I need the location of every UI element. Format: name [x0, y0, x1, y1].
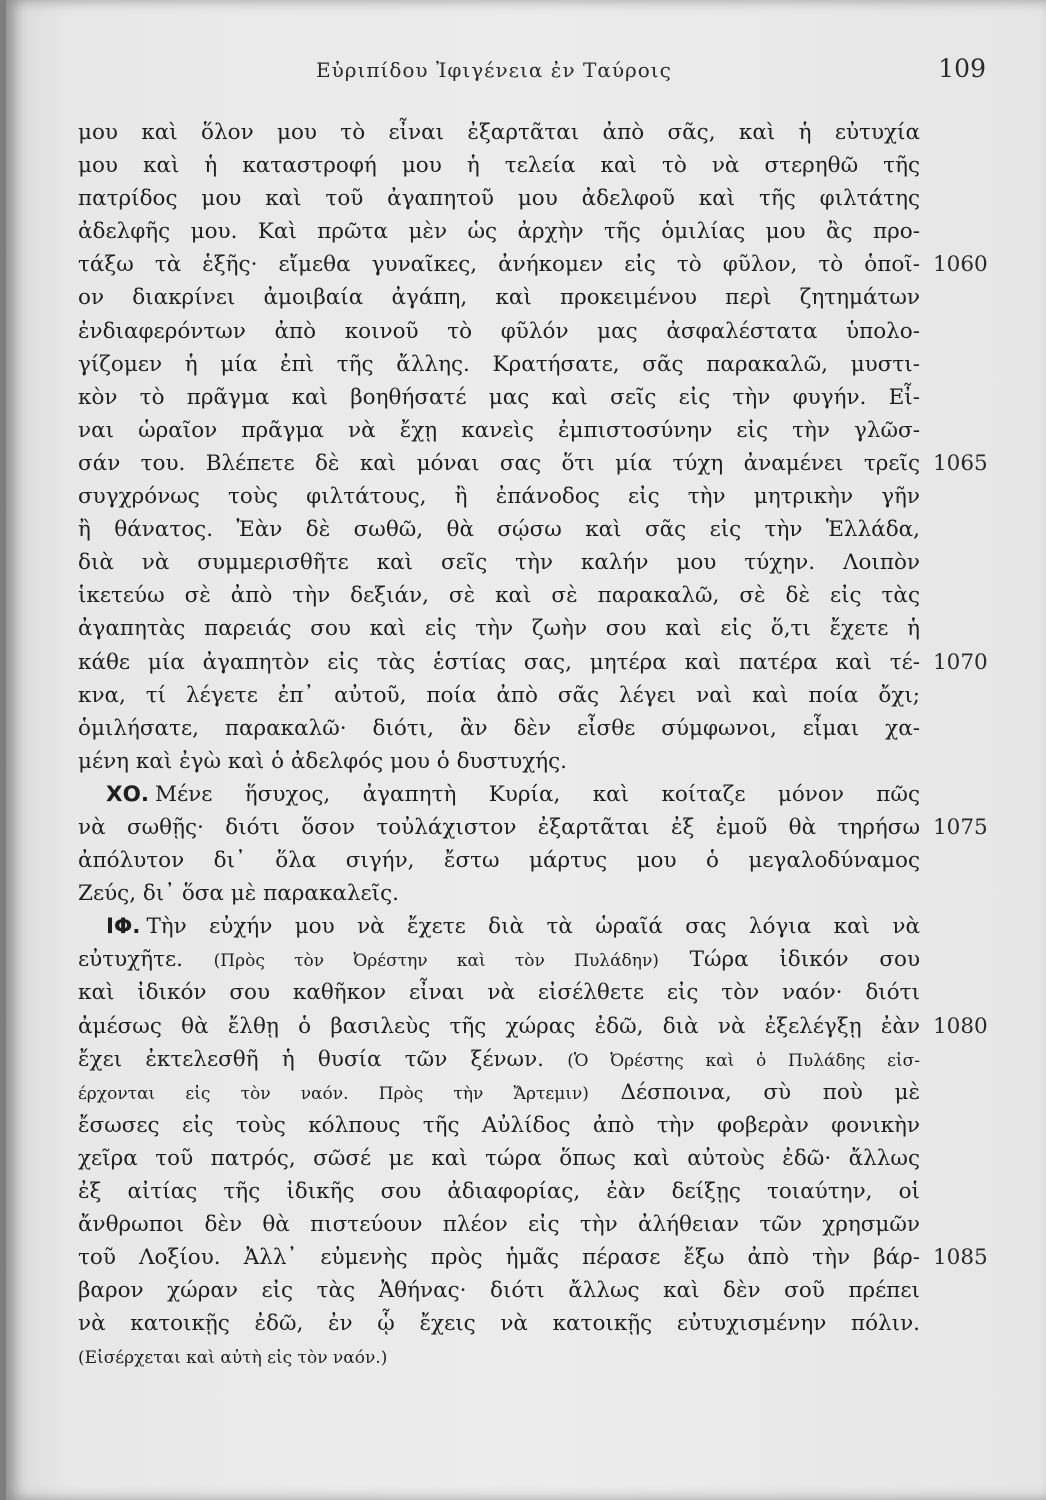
text-line	[78, 281, 920, 314]
line-number: 1085	[933, 1245, 988, 1271]
text-line	[78, 712, 920, 745]
line-text: πατρίδος μου καὶ τοῦ ἀγαπητοῦ μου ἀδελφοῦ καὶ τῆς φιλτάτης	[78, 186, 920, 212]
line-text: σάν του. Βλέπετε δὲ καὶ μόναι σας ὅτι μία τύχη ἀναμένει τρεῖς	[78, 450, 920, 476]
line-number: 1080	[933, 1013, 988, 1039]
text-line	[78, 116, 920, 149]
text-line	[78, 513, 920, 546]
text-line	[78, 149, 920, 182]
line-text: ἐνδιαφερόντων ἀπὸ κοινοῦ τὸ φῦλόν μας ἀσφαλέστατα ὑπολο-	[78, 318, 920, 344]
line-text: ναι ὡραῖον πρᾶγμα νὰ ἔχῃ κανεὶς ἐμπιστοσύνην εἰς τὴν γλῶσ-	[78, 417, 920, 443]
page-header	[6, 54, 1046, 92]
text-line	[78, 1274, 920, 1307]
stage-direction: (Ὁ Ὀρέστης καὶ ὁ Πυλάδης εἰσ-	[567, 1050, 920, 1071]
text-line	[78, 381, 920, 414]
line-text: ἀπόλυτον δι᾽ ὅλα σιγήν, ἔστω μάρτυς μου ὁ μεγαλοδύναμος	[78, 848, 920, 874]
running-title: Εὐριπίδου Ἰφιγένεια ἐν Ταύροις	[316, 58, 672, 82]
line-text: ἢ θάνατος. Ἐὰν δὲ σωθῶ, θὰ σῴσω καὶ σᾶς εἰς τὴν Ἑλλάδα,	[78, 517, 920, 543]
text-line	[78, 778, 920, 811]
line-text: διὰ νὰ συμμερισθῆτε καὶ σεῖς τὴν καλήν μου τύχην. Λοιπὸν	[78, 550, 920, 576]
text-line	[78, 447, 988, 480]
text-line	[78, 976, 920, 1009]
line-text: ἀγαπητὰς παρειάς σου καὶ εἰς τὴν ζωὴν σου καὶ εἰς ὅ,τι ἔχετε ἡ	[78, 616, 920, 642]
text-line	[78, 1340, 920, 1373]
text-line	[78, 1109, 920, 1142]
line-number: 1060	[933, 252, 988, 278]
line-text: χεῖρα τοῦ πατρός, σῶσέ με καὶ τώρα ὅπως καὶ αὐτοὺς ἐδῶ· ἄλλως	[78, 1145, 920, 1171]
line-text: κὸν τὸ πρᾶγμα καὶ βοηθήσατέ μας καὶ σεῖς εἰς τὴν φυγήν. Εἶ-	[78, 384, 920, 410]
stage-direction: έρχονται εἰς τὸν ναόν. Πρὸς τὴν Ἄρτεμιν)	[78, 1083, 589, 1104]
text-line	[78, 348, 920, 381]
line-text: ἱκετεύω σὲ ἀπὸ τὴν δεξιάν, σὲ καὶ σὲ παρακαλῶ, σὲ δὲ εἰς τὰς	[78, 583, 920, 609]
text-line	[78, 646, 988, 679]
line-text: ὁμιλήσατε, παρακαλῶ· διότι, ἂν δὲν εἶσθε σύμφωνοι, εἶμαι χα-	[78, 715, 920, 741]
line-text: κνα, τί λέγετε ἐπ᾽ αὐτοῦ, ποία ἀπὸ σᾶς λέγει ναὶ καὶ ποία ὄχι;	[78, 682, 920, 708]
book-page	[6, 0, 1046, 1500]
text-line	[78, 1010, 988, 1043]
text-line	[78, 215, 920, 248]
text-line	[78, 315, 920, 348]
line-text: εὐτυχῆτε.	[78, 947, 183, 973]
text-line	[78, 480, 920, 513]
text-line	[78, 910, 920, 943]
line-text: νὰ σωθῇς· διότι ὅσον τοὐλάχιστον ἐξαρτᾶται ἐξ ἐμοῦ θὰ τηρήσω	[78, 814, 920, 840]
text-line	[78, 1307, 920, 1340]
line-number: 1070	[933, 649, 988, 675]
line-text: βαρον χώραν εἰς τὰς Ἀθήνας· διότι ἄλλως καὶ δὲν σοῦ πρέπει	[78, 1278, 920, 1304]
line-text: Τὴν εὐχήν μου νὰ ἔχετε διὰ τὰ ὡραῖά σας λόγια καὶ νὰ	[146, 914, 920, 940]
text-line	[78, 745, 920, 778]
text-line	[78, 182, 920, 215]
line-text: μένη καὶ ἐγὼ καὶ ὁ ἀδελφός μου ὁ δυστυχής.	[78, 748, 568, 774]
text-line	[78, 248, 988, 281]
line-text: νὰ κατοικῇς ἐδῶ, ἐν ᾧ ἔχεις νὰ κατοικῇς εὐτυχισμένην πόλιν.	[78, 1311, 920, 1337]
stage-direction: (Εἰσέρχεται καὶ αὐτὴ εἰς τὸν ναόν.)	[78, 1348, 388, 1369]
line-text: Ζεύς, δι᾽ ὅσα μὲ παρακαλεῖς.	[78, 881, 399, 907]
line-text: Τώρα ἰδικόν σου	[689, 947, 921, 973]
line-text: ον διακρίνει ἀμοιβαία ἀγάπη, καὶ προκειμένου περὶ ζητημάτων	[78, 285, 920, 311]
bleed-through-mark	[931, 180, 938, 205]
text-line	[78, 679, 920, 712]
line-text: συγχρόνως τοὺς φιλτάτους, ἢ ἐπάνοδος εἰς τὴν μητρικὴν γῆν	[78, 484, 920, 510]
text-line	[78, 811, 988, 844]
stage-direction: (Πρὸς τὸν Ὀρέστην καὶ τὸν Πυλάδην)	[213, 951, 659, 972]
text-line	[78, 414, 920, 447]
line-text: μου καὶ ὅλον μου τὸ εἶναι ἐξαρτᾶται ἀπὸ σᾶς, καὶ ἡ εὐτυχία	[78, 120, 920, 145]
line-text: ἀδελφῆς μου. Καὶ πρῶτα μὲν ὡς ἀρχὴν τῆς ὁμιλίας μου ἂς προ-	[78, 219, 920, 245]
line-text: κάθε μία ἀγαπητὸν εἰς τὰς ἑστίας σας, μητέρα καὶ πατέρα καὶ τέ-	[78, 649, 920, 675]
page-number: 109	[938, 54, 986, 83]
speaker-label: ΧΟ.	[106, 781, 150, 807]
line-text: μου καὶ ἡ καταστροφή μου ἡ τελεία καὶ τὸ νὰ στερηθῶ τῆς	[78, 153, 920, 179]
line-number: 1075	[933, 814, 988, 840]
text-line	[78, 844, 920, 877]
text-line	[78, 877, 920, 910]
line-text: καὶ ἰδικόν σου καθῆκον εἶναι νὰ εἰσέλθετε εἰς τὸν ναόν· διότι	[78, 980, 920, 1006]
text-line	[78, 546, 920, 579]
text-line	[78, 943, 920, 976]
line-text: ἐξ αἰτίας τῆς ἰδικῆς σου ἀδιαφορίας, ἐὰν δείξῃς τοιαύτην, οἱ	[78, 1179, 920, 1204]
text-line	[78, 1208, 920, 1241]
text-line	[78, 1043, 920, 1076]
text-line	[78, 1076, 920, 1109]
line-number: 1065	[933, 450, 988, 476]
line-text: ἔχει ἐκτελεσθῆ ἡ θυσία τῶν ξένων.	[78, 1046, 544, 1072]
line-text: τάξω τὰ ἑξῆς· εἴμεθα γυναῖκες, ἀνήκομεν εἰς τὸ φῦλον, τὸ ὁποῖ-	[78, 252, 920, 278]
line-text: Μένε ἥσυχος, ἀγαπητὴ Κυρία, καὶ κοίταζε μόνον πῶς	[155, 781, 920, 807]
text-line	[78, 1175, 920, 1208]
body-text	[78, 116, 988, 1374]
text-line	[78, 1241, 988, 1274]
line-text: ἔσωσες εἰς τοὺς κόλπους τῆς Αὐλίδος ἀπὸ τὴν φοβερὰν φονικὴν	[78, 1112, 920, 1138]
text-line	[78, 612, 920, 645]
speaker-label: ΙΦ.	[106, 914, 141, 940]
text-line	[78, 1142, 920, 1175]
line-text: γίζομεν ἡ μία ἐπὶ τῆς ἄλλης. Κρατήσατε, σᾶς παρακαλῶ, μυστι-	[78, 351, 920, 377]
line-text: τοῦ Λοξίου. Ἀλλ᾽ εὐμενὴς πρὸς ἡμᾶς πέρασε ἔξω ἀπὸ τὴν βάρ-	[78, 1245, 920, 1271]
text-line	[78, 579, 920, 612]
line-text: ἀμέσως θὰ ἔλθῃ ὁ βασιλεὺς τῆς χώρας ἐδῶ, διὰ νὰ ἐξελέγξῃ ἐὰν	[78, 1013, 920, 1039]
line-text: ἄνθρωποι δὲν θὰ πιστεύουν πλέον εἰς τὴν ἀλήθειαν τῶν χρησμῶν	[78, 1212, 920, 1238]
line-text: Δέσποινα, σὺ ποὺ μὲ	[620, 1079, 920, 1105]
